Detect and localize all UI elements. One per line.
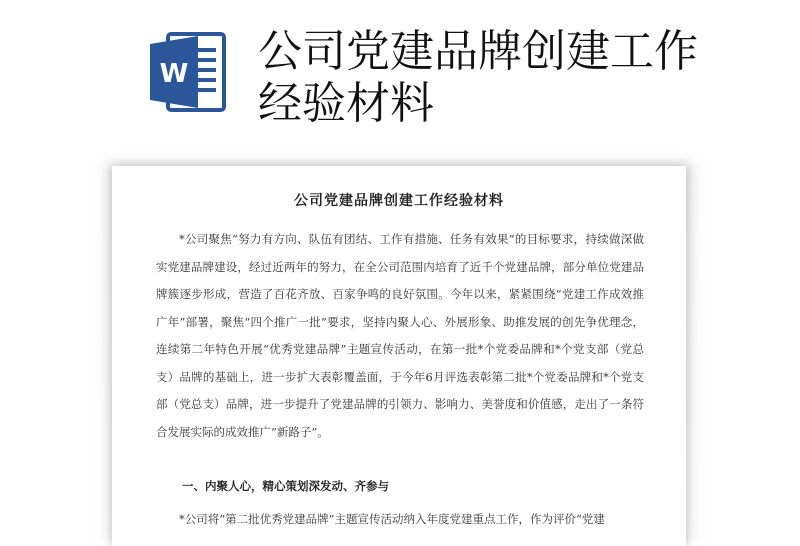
header <box>0 0 800 150</box>
document-page <box>112 166 686 546</box>
page-title: 公司党建品牌创建工作经验材料 <box>258 26 698 129</box>
word-icon-letter: W <box>159 59 189 89</box>
document-title: 公司党建品牌创建工作经验材料 <box>294 193 504 209</box>
document-paragraph: *公司聚焦“努力有方向、队伍有团结、工作有措施、任务有效果”的目标要求，持续做深做实党建品牌建设，经过近两年的努力，在全公司范围内培育了近千个党建品牌，部分单位党建品牌簇逐步形成，营造了百花齐放、百家争鸣的良好氛围。今年以来，紧紧围绕“党建工作成效推广年”部署，聚焦“四个推广一批”要求，坚持内聚人心、外展形象、助推发展的创先争优理念，连续第二年特色开展“优秀党建品牌”主题宣传活动，在第一批*个党委品牌和*个党支部（党总支）品牌的基础上，进一步扩大表彰覆盖面，于今年6月评选表彰第二批*个党委品牌和*个党支部（党总支）品牌，进一步提升了党建品牌的引领力、影响力、美誉度和价值感，走出了一条符合发展实际的成效推广“新路子”。 <box>156 232 644 439</box>
section-heading: 一、内聚人心，精心策划深发动、齐参与 <box>182 479 389 493</box>
word-document-icon <box>148 30 228 114</box>
document-paragraph: *公司将“第二批优秀党建品牌”主题宣传活动纳入年度党建重点工作，作为评价“党建 <box>179 512 605 526</box>
